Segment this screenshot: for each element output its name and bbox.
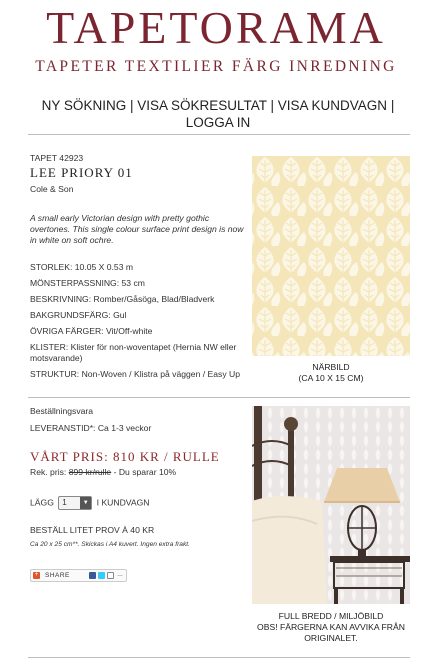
add-to-cart-row: LÄGG 1 ▼ I KUNDVAGN bbox=[30, 496, 245, 510]
spec-adhesive: KLISTER: Klister för non-woventapet (Hernia NW eller motsvarande) bbox=[30, 342, 237, 363]
spec-other-colors: ÖVRIGA FÄRGER: Vit/Off-white bbox=[30, 326, 153, 336]
sample-note: Ca 20 x 25 cm**. Skickas i A4 kuvert. Ingen extra frakt. bbox=[30, 541, 190, 548]
nav-show-cart[interactable]: VISA KUNDVAGN bbox=[277, 98, 388, 113]
recommended-price: Rek. pris: 899 kr/rulle - Du sparar 10% bbox=[30, 467, 177, 477]
header-divider bbox=[28, 134, 410, 135]
nav-separator: | bbox=[126, 98, 138, 113]
plus-icon: + bbox=[34, 572, 39, 578]
share-button[interactable]: + SHARE … bbox=[30, 569, 127, 582]
spec-pattern-repeat: MÖNSTERPASSNING: 53 cm bbox=[30, 278, 145, 288]
spec-structure: STRUKTUR: Non-Woven / Klistra på väggen / Easy Up bbox=[30, 369, 241, 379]
spec-description: BESKRIVNING: Romber/Gåsöga, Blad/Bladverk bbox=[30, 294, 215, 304]
product-description: A small early Victorian design with pretty gothic overtones. This single colour surface print design is now in white on soft ochre. bbox=[30, 213, 244, 245]
brand-tagline: TAPETER TEXTILIER FÄRG INREDNING bbox=[35, 58, 397, 75]
nav-show-results[interactable]: VISA SÖKRESULTAT bbox=[137, 98, 267, 113]
product-name: LEE PRIORY 01 bbox=[30, 165, 133, 180]
chevron-down-icon: ▼ bbox=[80, 497, 91, 509]
more-icon: … bbox=[117, 572, 123, 578]
spec-size: STORLEK: 10.05 X 0.53 m bbox=[30, 262, 134, 272]
email-icon bbox=[107, 572, 114, 579]
order-type: Beställningsvara bbox=[30, 406, 94, 416]
section-divider bbox=[28, 397, 410, 398]
product-code: TAPET 42923 bbox=[30, 153, 84, 163]
swatch-caption: NÄRBILD bbox=[312, 362, 350, 372]
nav-separator: | bbox=[266, 98, 278, 113]
delivery-time: LEVERANSTID*: Ca 1-3 veckor bbox=[30, 423, 152, 433]
wallpaper-swatch-image[interactable] bbox=[252, 156, 410, 356]
quantity-select[interactable]: 1 ▼ bbox=[58, 496, 92, 510]
color-disclaimer: OBS! FÄRGERNA KAN AVVIKA FRÅN ORIGINALET. bbox=[257, 622, 405, 643]
spec-background-color: BAKGRUNDSFÄRG: Gul bbox=[30, 310, 127, 320]
sample-order-link[interactable]: BESTÄLL LITET PROV À 40 KR bbox=[30, 525, 155, 535]
nav-new-search[interactable]: NY SÖKNING bbox=[41, 98, 127, 113]
our-price: VÅRT PRIS: 810 KR / RULLE bbox=[30, 449, 220, 464]
brand-logo[interactable]: TAPETORAMA bbox=[46, 2, 386, 53]
twitter-icon bbox=[98, 572, 105, 579]
add-to-cart-link[interactable]: I KUNDVAGN bbox=[96, 497, 150, 508]
room-caption: FULL BREDD / MILJÖBILD bbox=[278, 611, 384, 621]
old-price: 899 kr/rulle bbox=[68, 467, 112, 477]
swatch-caption-size: (CA 10 X 15 CM) bbox=[298, 373, 364, 383]
room-setting-image[interactable] bbox=[252, 406, 410, 604]
footer-divider bbox=[28, 657, 410, 658]
nav-separator: | bbox=[387, 98, 395, 113]
top-nav bbox=[24, 97, 412, 131]
facebook-icon bbox=[89, 572, 96, 579]
nav-login[interactable]: LOGGA IN bbox=[185, 115, 251, 130]
product-brand: Cole & Son bbox=[30, 184, 74, 194]
